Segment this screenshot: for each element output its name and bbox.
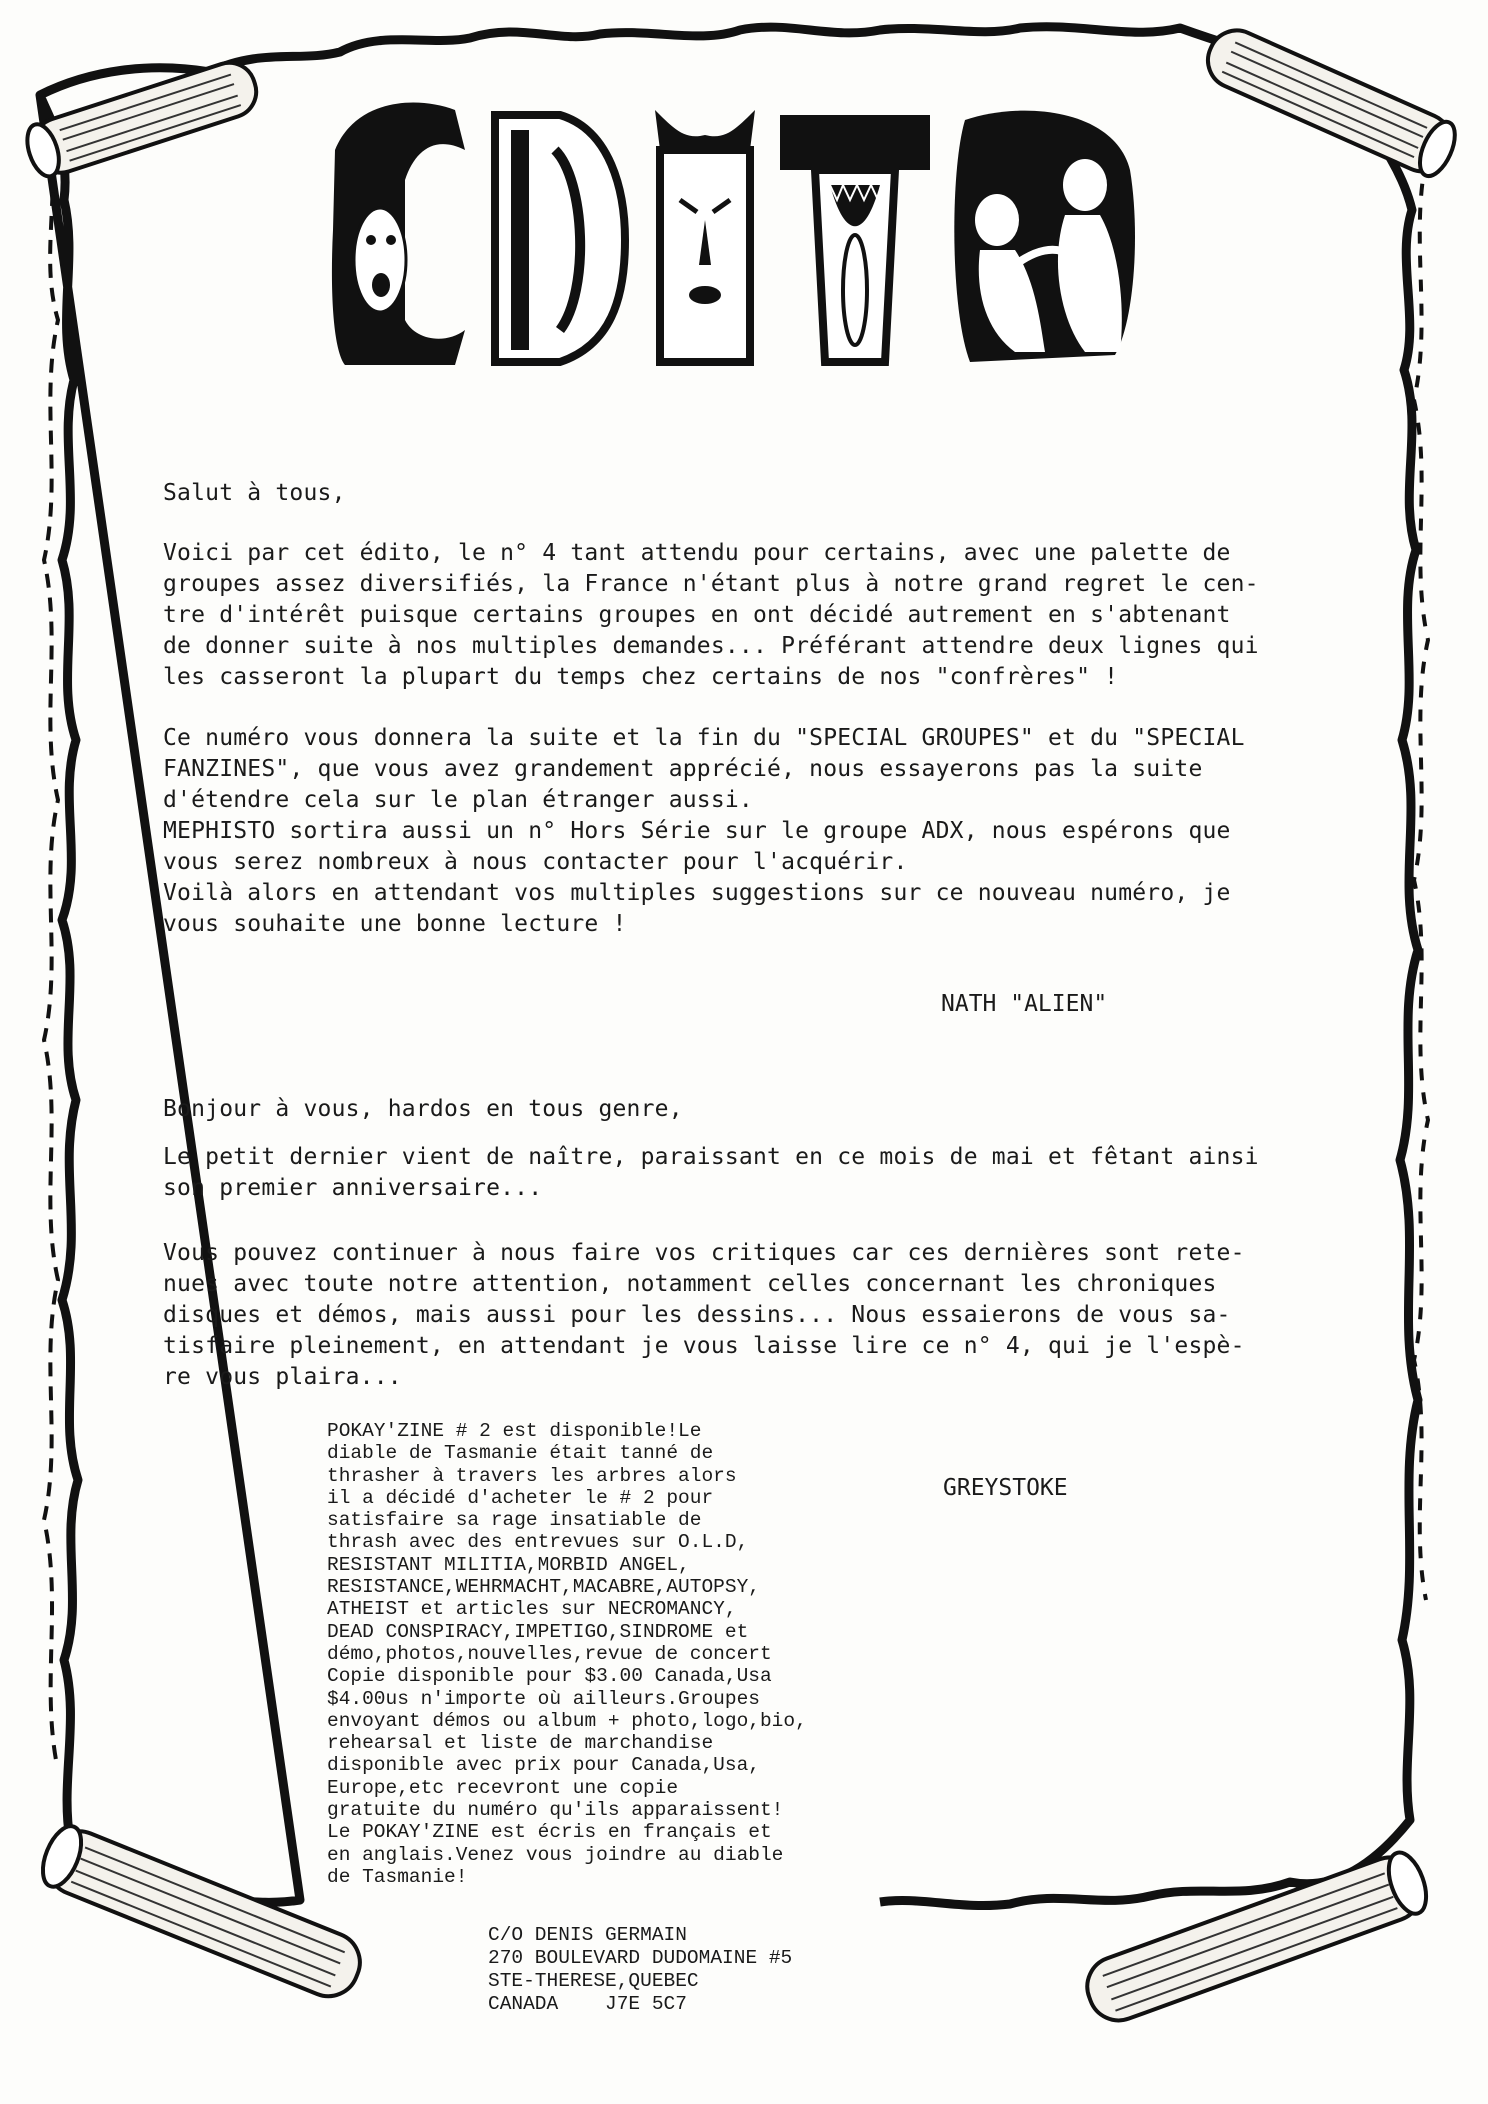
letter1-paragraph-1: Voici par cet édito, le n° 4 tant attendu pour certains, avec une palette de groupes assez diversifiés, la France n'étant plus à notre grand regret le cen- tre d'intérêt puisque certains groupes en ont décidé autrement en s'abtenant de donner suite à nos multiples demandes... Préférant attendre deux lignes qui les casseront la plupart du temps chez certains de nos "confrères" !: [163, 540, 1259, 690]
signature-nath-alien: NATH "ALIEN": [941, 991, 1108, 1017]
letter1-greeting: Salut à tous,: [163, 480, 346, 506]
edito-title-art: [325, 90, 1145, 370]
letter2-paragraph-2: Vous pouvez continuer à nous faire vos critiques car ces dernières sont rete- nues avec toute notre attention, notamment celles concernant les chroniques disques et démos, mais aussi pour les dessins... Nous essaierons de vous sa- tisfaire pleinement, en attendant je vous laisse lire ce n° 4, qui je l'espè- re vous plaira...: [163, 1240, 1245, 1390]
pokayzine-advertisement: POKAY'ZINE # 2 est disponible!Le diable de Tasmanie était tanné de thrasher à travers les arbres alors il a décidé d'acheter le # 2 pour satisfaire sa rage insatiable de thrash avec des entrevues sur O.L.D, RESISTANT MILITIA,MORBID ANGEL, RESISTANCE,WEHRMACHT,MACABRE,AUTOPSY, ATHEIST et articles sur NECROMANCY, DEAD CONSPIRACY,IMPETIGO,SINDROME et démo,photos,nouvelles,revue de concert Copie disponible pour $3.00 Canada,Usa $4.00us n'importe où ailleurs.Groupes envoyant démos ou album + photo,logo,bio, rehearsal et liste de marchandise disponible avec prix pour Canada,Usa, Europe,etc recevront une copie gratuite du numéro qu'ils apparaissent! Le POKAY'ZINE est écris en français et en anglais.Venez vous joindre au diable de Tasmanie!: [327, 1420, 807, 1888]
letter1-paragraph-2: Ce numéro vous donnera la suite et la fin du "SPECIAL GROUPES" et du "SPECIAL FANZINES", que vous avez grandement apprécié, nous essayerons pas la suite d'étendre cela sur le plan étranger aussi. MEPHISTO sortira aussi un n° Hors Série sur le groupe ADX, nous espérons que vous serez nombreux à nous contacter pour l'acquérir. Voilà alors en attendant vos multiples suggestions sur ce nouveau numéro, je vous souhaite une bonne lecture !: [163, 725, 1245, 937]
signature-greystoke: GREYSTOKE: [943, 1475, 1068, 1501]
pokayzine-address: C/O DENIS GERMAIN 270 BOULEVARD DUDOMAINE #5 STE-THERESE,QUEBEC CANADA J7E 5C7: [488, 1924, 793, 2015]
letter2-greeting: Bonjour à vous, hardos en tous genre,: [163, 1096, 683, 1122]
letter2-paragraph-1: Le petit dernier vient de naître, paraissant en ce mois de mai et fêtant ainsi son premier anniversaire...: [163, 1144, 1259, 1201]
